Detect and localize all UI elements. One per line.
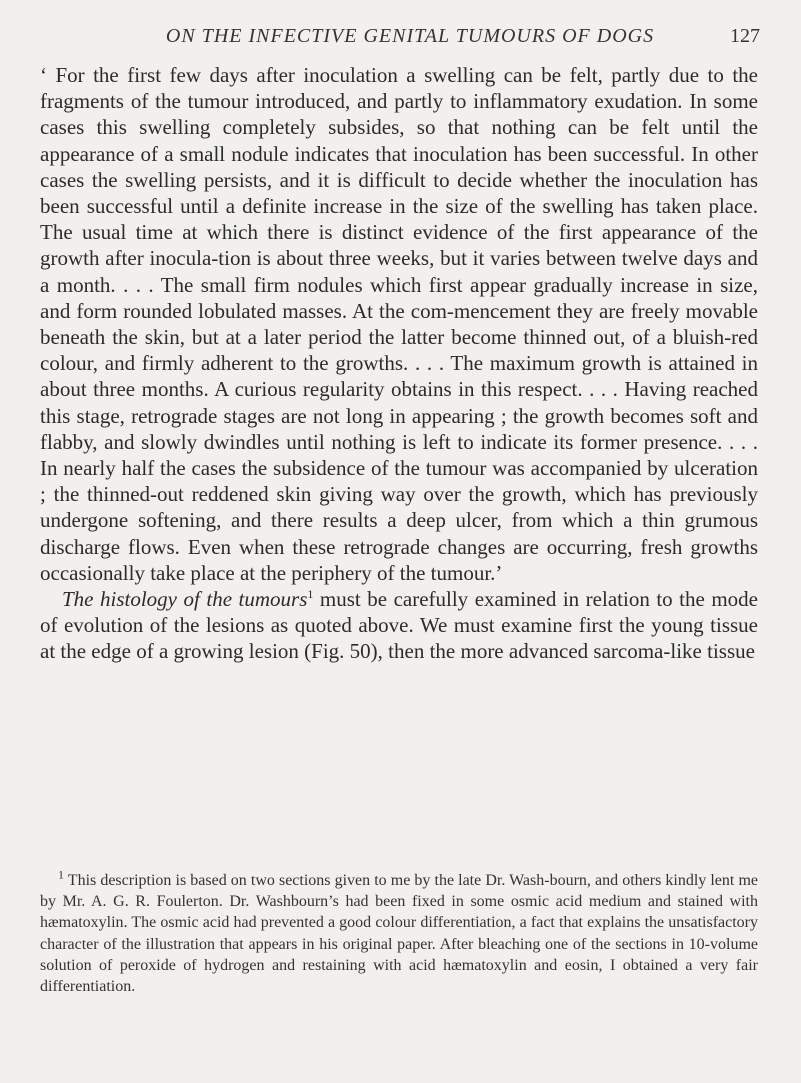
running-head: ON THE INFECTIVE GENITAL TUMOURS OF DOGS (165, 25, 655, 47)
footnote-reference: 1 (307, 587, 314, 602)
histology-title: The histology of the tumours (62, 587, 308, 612)
histology-paragraph-text: must be carefully examined in relation to the mode of evolution of the lesions as quoted above. We must examine first the young tissue at the edge of a growing lesion (Fig. 50), then the more advanced sarcoma-like tissue (40, 587, 758, 664)
quoted-paragraph: ‘ For the first few days after inoculation a swelling can be felt, partly due to the fragments of the tumour introduced, and partly to inflammatory exudation. In some cases this swelling completely subsides, so that nothing can be felt until the appearance of a small nodule indicates that inoculation has been successful. In other cases the swelling persists, and it is difficult to decide whether the inoculation has been successful until a definite increase in the size of the swelling has taken place. The usual time at which there is distinct evidence of the first appearance of the growth after inocula-tion is about three weeks, but it varies between twelve days and a month. . . . The small firm nodules which first appear gradually increase in size, and form rounded lobulated masses. At the com-mencement they are freely movable beneath the skin, but at a later period the latter become thinned out, of a bluish-red colour, and firmly adherent to the growths. . . . The maximum growth is attained in about three months. A curious regularity obtains in this respect. . . . Having reached this stage, retrograde stages are not long in appearing ; the growth becomes soft and flabby, and slowly dwindles until nothing is left to indicate its former presence. . . . In nearly half the cases the subsidence of the tumour was accompanied by ulceration ; the thinned-out reddened skin giving way over the growth, which has previously undergone softening, and there results a deep ulcer, from which a thin grumous discharge flows. Even when these retrograde changes are occurring, fresh growths occasionally take place at the periphery of the tumour.’ (40, 63, 758, 585)
body-text (40, 62, 758, 665)
histology-paragraph (40, 586, 758, 665)
page-header (60, 14, 760, 47)
footnote-marker: 1 (58, 867, 64, 882)
footnote (40, 867, 758, 997)
page-number: 127 (730, 25, 760, 47)
footnote-text: This description is based on two sections given to me by the late Dr. Wash-bourn, and others kindly lent me by Mr. A. G. R. Foulerton. Dr. Washbourn’s had been fixed in some osmic acid medium and stained with hæmatoxylin. The osmic acid had prevented a good colour differentiation, a fact that explains the unsatisfactory character of the illustration that appears in his original paper. After bleaching one of the sections in 10-volume solution of peroxide of hydrogen and restaining with acid hæmatoxylin and eosin, I obtained a very fair differentiation. (40, 872, 758, 996)
